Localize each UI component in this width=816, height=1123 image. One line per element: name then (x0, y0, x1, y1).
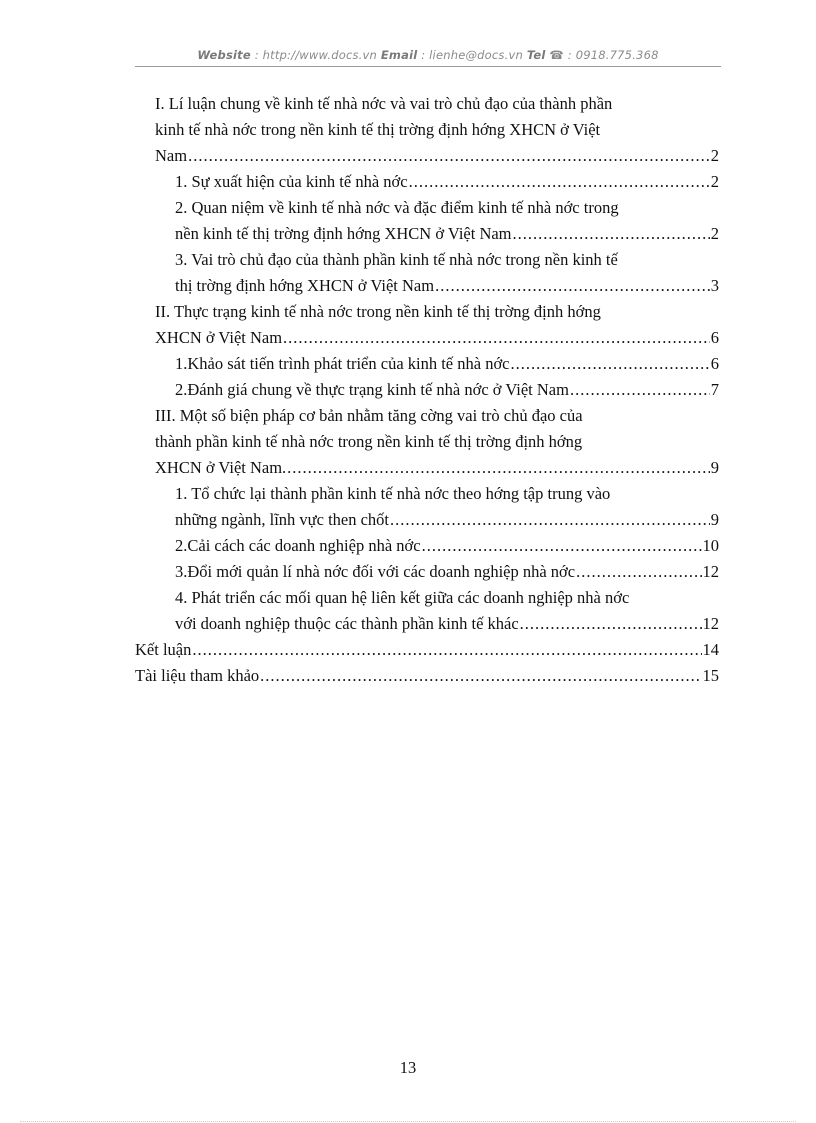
toc-page-number: 12 (702, 562, 719, 581)
toc-page-number: 3 (710, 276, 719, 295)
toc-section-3-line-2: thành phần kinh tế nhà nớc trong nền kinh tế thị trờng định hớng (155, 432, 583, 451)
leader-dots (287, 458, 710, 478)
toc-page-number: 2 (710, 146, 719, 165)
toc-page-number: 2 (710, 224, 719, 243)
toc-page-number: 10 (702, 536, 719, 555)
toc-entry-conclusion (135, 640, 719, 662)
toc-entry-1-3-line-2 (175, 276, 719, 298)
leader-dots (409, 172, 710, 192)
email-label: Email (380, 48, 418, 62)
toc-page-number: 2 (710, 172, 719, 191)
toc-entry-text: những ngành, lĩnh vực then chốt (175, 510, 390, 529)
toc-entry-text: 3.Đổi mới quản lí nhà nớc đối với các doanh nghiệp nhà nớc (175, 562, 576, 581)
toc-entry-text: với doanh nghiệp thuộc các thành phần kinh tế khác (175, 614, 519, 633)
toc-page-number: 6 (710, 354, 719, 373)
website-label: Website (197, 48, 251, 62)
toc-entry-1-3-line-1: 3. Vai trò chủ đạo của thành phần kinh tế nhà nớc trong nền kinh tế (175, 250, 618, 269)
page-bottom-border (20, 1121, 796, 1122)
toc-section-3-line-1: III. Một số biện pháp cơ bản nhằm tăng cờng vai trò chủ đạo của (155, 406, 583, 425)
email-value: : lienhe@docs.vn (421, 48, 523, 62)
toc-entry-text: XHCN ở Việt Nam (155, 328, 283, 347)
toc-page-number: 7 (710, 380, 719, 399)
toc-entry-1-2-line-2 (175, 224, 719, 246)
leader-dots (260, 666, 701, 686)
leader-dots (390, 510, 710, 530)
toc-entry-3-4-line-1: 4. Phát triển các mối quan hệ liên kết giữa các doanh nghiệp nhà nớc (175, 588, 630, 607)
toc-entry-text: 2.Đánh giá chung về thực trạng kinh tế nhà nớc ở Việt Nam (175, 380, 569, 399)
toc-section-1-line-2: kinh tế nhà nớc trong nền kinh tế thị trờng định hớng XHCN ở Việt (155, 120, 601, 139)
website-value: : http://www.docs.vn (254, 48, 378, 62)
toc-entry-3-3 (175, 562, 719, 584)
page-header (135, 48, 721, 62)
toc-entry-text: XHCN ở Việt Nam. (155, 458, 287, 477)
leader-dots (576, 562, 701, 582)
toc-page-number: 15 (702, 666, 719, 685)
toc-page-number: 9 (710, 510, 719, 529)
toc-section-2-line-1: II. Thực trạng kinh tế nhà nớc trong nền kinh tế thị trờng định hớng (155, 302, 601, 321)
toc-entry-text: nền kinh tế thị trờng định hớng XHCN ở Việt Nam (175, 224, 512, 243)
toc-section-2-line-2 (155, 328, 719, 350)
toc-entry-text: Nam (155, 146, 188, 165)
toc-entry-1-1 (175, 172, 719, 194)
tel-label: Tel (526, 48, 546, 62)
header-divider (135, 66, 721, 67)
leader-dots (435, 276, 710, 296)
toc-entry-text: 2.Cải cách các doanh nghiệp nhà nớc (175, 536, 421, 555)
toc-section-1-line-3 (155, 146, 719, 168)
toc-entry-3-4-line-2 (175, 614, 719, 636)
leader-dots (188, 146, 710, 166)
leader-dots (520, 614, 702, 634)
leader-dots (511, 354, 710, 374)
toc-entry-text: Kết luận (135, 640, 192, 659)
toc-entry-1-2-line-1: 2. Quan niệm về kinh tế nhà nớc và đặc điểm kinh tế nhà nớc trong (175, 198, 619, 217)
toc-section-1-line-1: I. Lí luận chung về kinh tế nhà nớc và vai trò chủ đạo của thành phần (155, 94, 613, 113)
toc-entry-text: thị trờng định hớng XHCN ở Việt Nam (175, 276, 435, 295)
leader-dots (570, 380, 710, 400)
toc-entry-3-2 (175, 536, 719, 558)
phone-icon: ☎ (549, 48, 564, 62)
tel-value: : 0918.775.368 (567, 48, 659, 62)
leader-dots (513, 224, 710, 244)
leader-dots (283, 328, 710, 348)
toc-page-number: 9 (710, 458, 719, 477)
toc-page-number: 12 (702, 614, 719, 633)
toc-section-3-line-3 (155, 458, 719, 480)
toc-entry-text: 1.Khảo sát tiến trình phát triển của kinh tế nhà nớc (175, 354, 510, 373)
toc-page-number: 6 (710, 328, 719, 347)
toc-entry-3-1-line-2 (175, 510, 719, 532)
toc-entry-2-1 (175, 354, 719, 376)
leader-dots (422, 536, 702, 556)
toc-entry-text: 1. Sự xuất hiện của kinh tế nhà nớc (175, 172, 408, 191)
toc-entry-references (135, 666, 719, 688)
toc-entry-3-1-line-1: 1. Tổ chức lại thành phần kinh tế nhà nớc theo hớng tập trung vào (175, 484, 611, 503)
page-number: 13 (399, 1058, 417, 1077)
leader-dots (192, 640, 701, 660)
toc-entry-2-2 (175, 380, 719, 402)
toc-page-number: 14 (702, 640, 719, 659)
toc-entry-text: Tài liệu tham khảo (135, 666, 260, 685)
